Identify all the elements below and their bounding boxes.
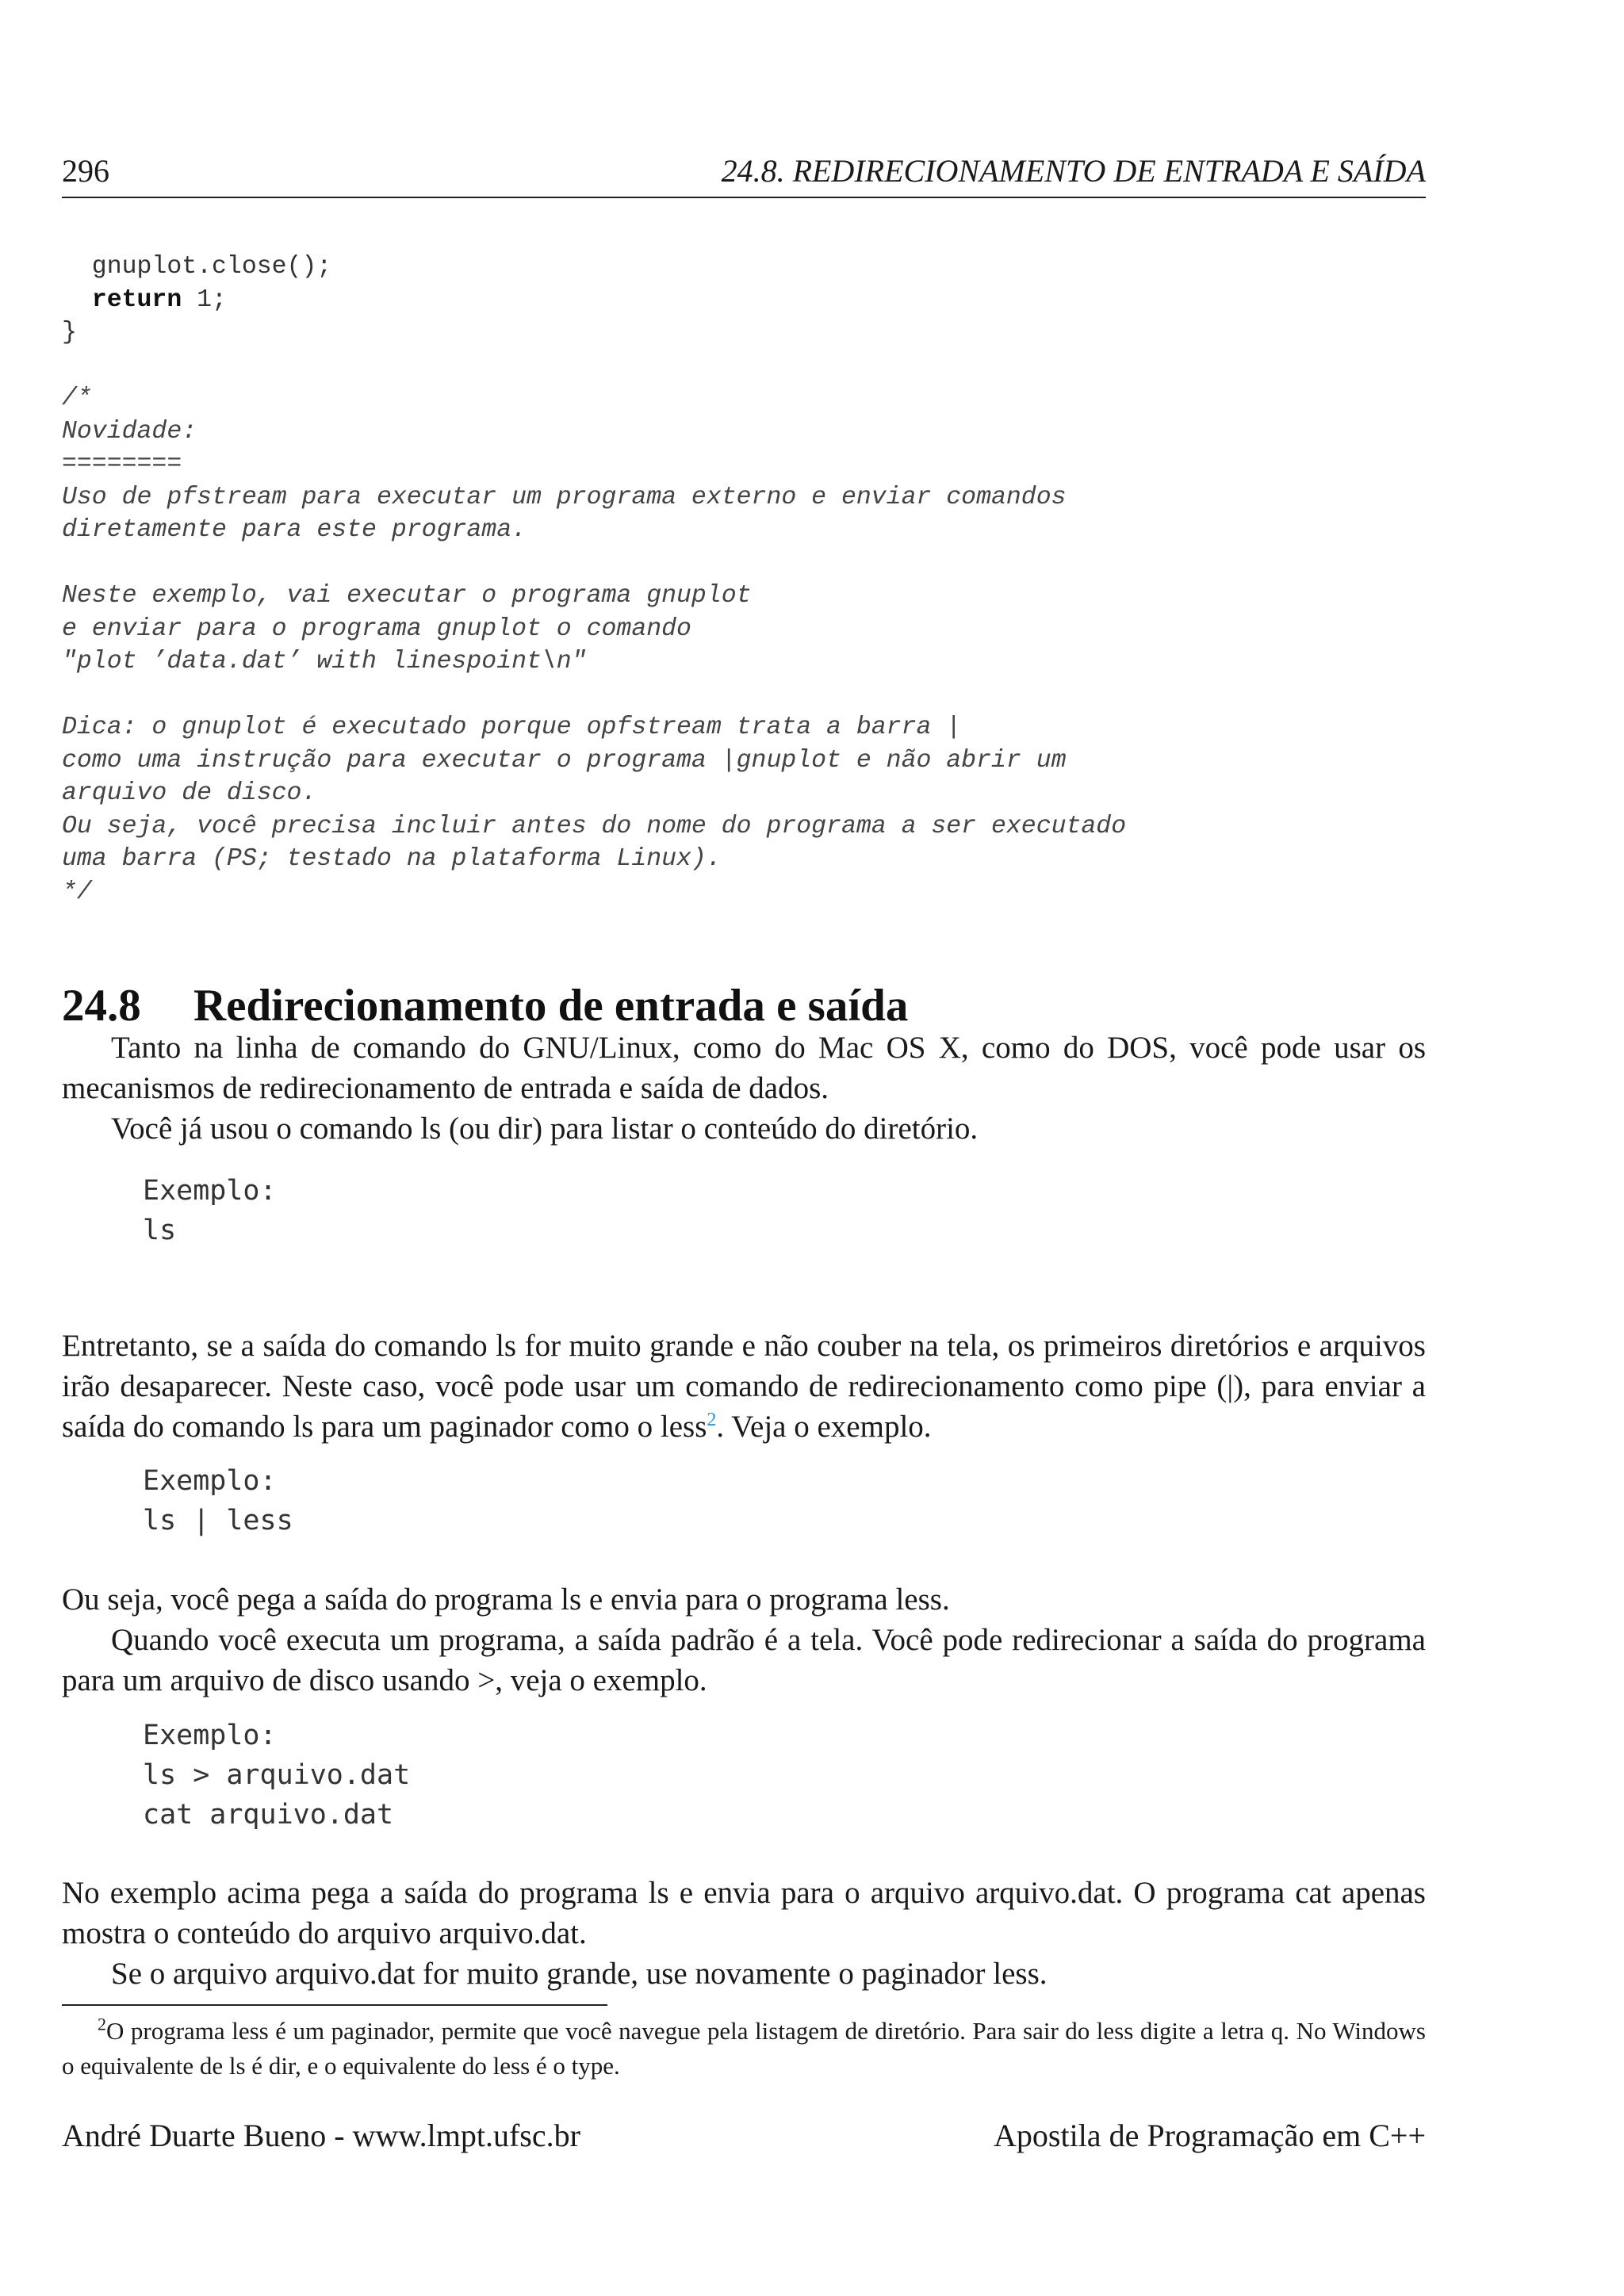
code-line: Uso de pfstream para executar um programa externo e enviar comandos	[62, 483, 1067, 511]
paragraph-intro: Tanto na linha de comando do GNU/Linux, como do Mac OS X, como do DOS, você pode usar os mecanismos de redirecionamento de entrada e saída de dados.	[62, 1031, 1426, 1105]
section-title: Redirecionamento de entrada e saída	[193, 981, 909, 1031]
code-keyword: return	[91, 285, 182, 314]
footnote-reference[interactable]: 2	[707, 1410, 717, 1430]
code-listing	[62, 251, 1426, 909]
footnote-mark: 2	[98, 2014, 106, 2034]
running-footer	[62, 2117, 1426, 2161]
running-header	[62, 152, 1426, 197]
code-line: diretamente para este programa.	[62, 516, 527, 544]
paragraph-pipe-tail: . Veja o exemplo.	[716, 1410, 932, 1444]
code-line: ========	[62, 450, 182, 478]
code-line: /*	[62, 385, 92, 412]
code-line: return 1;	[91, 285, 227, 314]
footer-book-title: Apostila de Programação em C++	[994, 2118, 1426, 2153]
paragraph-pipe-text: Entretanto, se a saída do comando ls for muito grande e não couber na tela, os primeiros diretórios e arquivos irão desaparecer. Neste caso, você pode usar um comando de redirecionamento como pipe (|), para enviar a saída do comando ls para um paginador como o less	[62, 1329, 1426, 1444]
section-heading	[62, 980, 908, 1031]
example-block-2	[143, 1461, 293, 1540]
code-line: "plot ’data.dat’ with linespoint\n"	[62, 648, 587, 675]
example-block-1	[143, 1171, 277, 1250]
code-line: Ou seja, você precisa incluir antes do nome do programa a ser executado	[62, 812, 1127, 840]
example-line: Exemplo:	[143, 1175, 277, 1207]
header-rule	[62, 197, 1426, 198]
example-line: Exemplo:	[143, 1720, 277, 1751]
paragraph-pipe	[62, 1326, 1426, 1447]
code-line: Dica: o gnuplot é executado porque opfstream trata a barra |	[62, 714, 962, 741]
paragraph-less: Ou seja, você pega a saída do programa ls e envia para o programa less.	[62, 1582, 950, 1617]
code-line: uma barra (PS; testado na plataforma Linux).	[62, 845, 722, 873]
footer-author: André Duarte Bueno - www.lmpt.ufsc.br	[62, 2118, 580, 2153]
example-line: ls > arquivo.dat	[143, 1759, 411, 1791]
code-line	[62, 350, 1426, 383]
example-line: ls	[143, 1215, 177, 1246]
paragraph-cat: No exemplo acima pega a saída do programa ls e envia para o arquivo arquivo.dat. O programa cat apenas mostra o conteúdo do arquivo arquivo.dat.	[62, 1876, 1426, 1950]
paragraph-ls: Você já usou o comando ls (ou dir) para listar o conteúdo do diretório.	[111, 1112, 979, 1146]
paragraph-redirect: Quando você executa um programa, a saída padrão é a tela. Você pode redirecionar a saída do programa para um arquivo de disco usando >, veja o exemplo.	[62, 1623, 1426, 1697]
section-number: 24.8	[62, 981, 141, 1031]
example-line: cat arquivo.dat	[143, 1799, 394, 1831]
footnote-text: O programa less é um paginador, permite que você navegue pela listagem de diretório. Para sair do less digite a letra q. No Windows o equivalente de ls é dir, e o equivalente do less é o type.	[62, 2017, 1426, 2080]
code-line: }	[62, 319, 77, 346]
running-title: 24.8. REDIRECIONAMENTO DE ENTRADA E SAÍDA	[721, 153, 1426, 189]
code-line: Novidade:	[62, 417, 197, 446]
code-line: como uma instrução para executar o programa |gnuplot e não abrir um	[62, 746, 1067, 775]
page-number: 296	[62, 153, 109, 189]
code-line: Neste exemplo, vai executar o programa gnuplot	[62, 582, 752, 610]
code-line	[62, 679, 1426, 712]
example-block-3	[143, 1716, 410, 1835]
code-line: gnuplot.close();	[62, 253, 332, 281]
paragraph-large-file: Se o arquivo arquivo.dat for muito grande, use novamente o paginador less.	[111, 1957, 1048, 1991]
example-line: Exemplo:	[143, 1465, 277, 1497]
footnote	[62, 2014, 1426, 2084]
code-line	[62, 547, 1426, 580]
code-line: */	[62, 878, 92, 906]
example-line: ls | less	[143, 1505, 293, 1536]
code-line: arquivo de disco.	[62, 779, 317, 807]
code-line: e enviar para o programa gnuplot o comando	[62, 614, 691, 643]
footnote-rule	[62, 2004, 607, 2006]
